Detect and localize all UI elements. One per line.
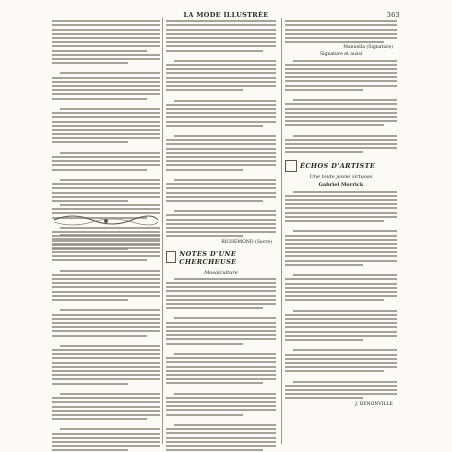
paragraph-gap (52, 422, 160, 426)
text-line (174, 60, 276, 62)
text-line (285, 354, 397, 356)
text-line (285, 260, 397, 262)
text-line (166, 432, 276, 434)
text-line (166, 414, 243, 416)
text-line (166, 366, 276, 368)
text-line (52, 125, 160, 127)
text-line (166, 125, 263, 127)
text-line (293, 60, 397, 62)
text-line (52, 247, 160, 249)
text-line (166, 295, 276, 297)
subtitle-name: Gabriel Merrick (318, 182, 364, 189)
text-line (52, 357, 160, 359)
text-line (52, 133, 160, 135)
text-line (166, 449, 263, 451)
text-line (60, 345, 160, 347)
text-line (285, 247, 397, 249)
text-line (166, 231, 276, 233)
text-line (52, 259, 147, 261)
text-line (293, 99, 397, 101)
text-line (174, 100, 276, 102)
section-heading (166, 247, 276, 268)
text-line (174, 317, 276, 319)
text-line (60, 234, 160, 236)
text-line (52, 93, 160, 95)
text-line (166, 183, 276, 185)
section-subtitle: Une toute jeune virtuose (309, 174, 373, 181)
text-line (60, 108, 160, 110)
text-line (293, 230, 397, 232)
paragraph-gap (166, 54, 276, 58)
text-line (166, 41, 276, 43)
text-line (285, 68, 397, 70)
text-line (285, 37, 397, 39)
text-line (285, 108, 397, 110)
text-line (166, 121, 276, 123)
text-line (285, 124, 384, 126)
paragraph-gap (166, 173, 276, 177)
column-3 (285, 18, 397, 444)
text-line (166, 200, 263, 202)
text-line (52, 251, 160, 253)
text-line (166, 219, 276, 221)
text-line (166, 330, 276, 332)
text-line (52, 370, 160, 372)
text-line (52, 20, 160, 22)
text-line (166, 326, 276, 328)
text-line (166, 370, 276, 372)
paragraph-gap (166, 386, 276, 390)
text-line (60, 309, 160, 311)
text-line (285, 41, 384, 43)
text-line (52, 41, 160, 43)
text-line (285, 393, 397, 395)
text-line (166, 77, 276, 79)
text-line (285, 385, 397, 387)
text-line (293, 191, 397, 193)
text-line (166, 37, 276, 39)
text-line (285, 89, 363, 91)
text-line (166, 307, 263, 309)
paragraph-gap (166, 204, 276, 208)
text-line (166, 374, 276, 376)
paragraph-gap (52, 66, 160, 70)
text-line (52, 278, 160, 280)
text-line (52, 62, 128, 64)
text-line (166, 160, 276, 162)
text-line (52, 314, 160, 316)
article-signature-bottom: J. DENONVILLE (355, 401, 393, 407)
text-line (166, 223, 276, 225)
text-line (166, 64, 276, 66)
text-line (52, 295, 160, 297)
text-line (285, 120, 397, 122)
text-line (52, 397, 160, 399)
text-line (52, 50, 147, 52)
text-line (166, 29, 276, 31)
text-line (285, 85, 397, 87)
text-line (285, 116, 397, 118)
text-line (166, 409, 276, 411)
text-line (52, 187, 160, 189)
text-line (52, 255, 160, 257)
paragraph-gap (285, 268, 397, 272)
text-line (285, 243, 397, 245)
paragraph-gap (52, 146, 160, 150)
text-line (52, 335, 147, 337)
text-line (52, 282, 160, 284)
text-line (60, 393, 160, 395)
text-line (174, 179, 276, 181)
text-line (52, 349, 160, 351)
paragraph-gap (52, 387, 160, 391)
text-line (52, 274, 160, 276)
text-line (60, 152, 160, 154)
text-line (285, 139, 397, 141)
text-line (166, 139, 276, 141)
text-line (52, 156, 160, 158)
text-line (52, 238, 160, 240)
text-line (166, 322, 276, 324)
text-line (52, 433, 160, 435)
text-line (166, 187, 276, 189)
paragraph-gap (285, 375, 397, 379)
text-line (174, 424, 276, 426)
text-line (166, 148, 276, 150)
text-line (166, 116, 276, 118)
text-line (285, 203, 397, 205)
paragraph-gap (52, 102, 160, 106)
text-line (52, 24, 160, 26)
text-line (52, 160, 160, 162)
text-line (52, 318, 160, 320)
text-line (166, 85, 276, 87)
article-signature-top: Manuella (Signature) (343, 45, 393, 51)
text-line (166, 169, 243, 171)
text-line (52, 445, 160, 447)
text-line (285, 216, 397, 218)
text-line (285, 366, 397, 368)
text-line (285, 239, 397, 241)
text-line (293, 135, 397, 137)
text-line (52, 286, 160, 288)
paragraph-gap (285, 304, 397, 308)
text-line (52, 406, 160, 408)
text-line (52, 326, 160, 328)
text-line (285, 29, 397, 31)
text-line (60, 72, 160, 74)
text-line (285, 212, 397, 214)
text-line (166, 112, 276, 114)
text-line (285, 103, 397, 105)
text-line (166, 299, 276, 301)
section-title: NOTES D'UNE CHERCHEUSE (179, 249, 237, 266)
text-line (52, 58, 160, 60)
text-line (52, 362, 160, 364)
text-line (166, 441, 276, 443)
text-line (52, 437, 160, 439)
text-line (285, 339, 363, 341)
text-line (52, 33, 160, 35)
text-line (52, 322, 160, 324)
text-line (52, 45, 160, 47)
text-line (166, 89, 243, 91)
text-line (52, 37, 160, 39)
text-line (52, 449, 128, 451)
text-line (166, 286, 276, 288)
text-line (52, 129, 160, 131)
text-line (52, 378, 160, 380)
text-line (52, 112, 160, 114)
publication-title: LA MODE ILLUSTRÉE (183, 11, 269, 19)
text-line (285, 147, 397, 149)
text-line (52, 116, 160, 118)
text-line (52, 410, 160, 412)
column-divider (162, 18, 163, 444)
text-line (166, 214, 276, 216)
text-line (285, 220, 384, 222)
text-line (285, 76, 397, 78)
text-line (60, 179, 160, 181)
text-line (293, 274, 397, 276)
section-heading (285, 159, 397, 172)
text-line (285, 295, 397, 297)
text-line (285, 64, 397, 66)
text-line (166, 437, 276, 439)
text-line (285, 358, 397, 360)
text-line (285, 370, 384, 372)
text-line (285, 326, 397, 328)
text-line (52, 418, 147, 420)
section-subtitle: Mosaïculture (204, 269, 238, 276)
text-line (285, 33, 397, 35)
text-line (166, 50, 263, 52)
paragraph-gap (166, 311, 276, 315)
text-line (166, 81, 276, 83)
text-line (285, 278, 397, 280)
subheading-top: Signature et aussi (319, 52, 363, 58)
text-line (166, 290, 276, 292)
text-line (285, 335, 397, 337)
text-line (285, 72, 397, 74)
paragraph-gap (166, 129, 276, 133)
text-line (285, 397, 363, 399)
paragraph-gap (285, 93, 397, 97)
text-line (52, 383, 128, 385)
text-line (52, 54, 160, 56)
text-line (285, 389, 397, 391)
article-signature: RICHEMOND (Sacre) (221, 239, 272, 245)
text-line (285, 318, 397, 320)
text-line (285, 283, 397, 285)
text-line (52, 141, 128, 143)
decorative-initial (285, 160, 297, 172)
text-line (52, 98, 147, 100)
text-line (285, 255, 397, 257)
text-line (166, 338, 276, 340)
text-line (52, 414, 160, 416)
paragraph-gap (52, 264, 160, 268)
text-line (174, 135, 276, 137)
text-line (52, 137, 160, 139)
text-line (166, 343, 243, 345)
text-line (52, 89, 160, 91)
text-line (52, 192, 160, 194)
paragraph-gap (52, 303, 160, 307)
text-line (285, 235, 397, 237)
text-line (285, 143, 397, 145)
text-line (60, 204, 160, 206)
paragraph-gap (52, 339, 160, 343)
paragraph-gap (52, 173, 160, 177)
text-line (166, 196, 276, 198)
text-line (166, 20, 276, 22)
text-line (166, 24, 276, 26)
column-2 (166, 18, 276, 444)
text-line (52, 183, 160, 185)
paragraph-gap (285, 224, 397, 228)
text-line (166, 164, 276, 166)
text-line (166, 382, 263, 384)
text-line (52, 441, 160, 443)
text-line (52, 164, 160, 166)
text-line (166, 156, 276, 158)
text-line (285, 195, 397, 197)
page-number: 363 (386, 11, 400, 19)
text-line (285, 322, 397, 324)
text-line (166, 334, 276, 336)
decorative-ornament (52, 212, 160, 228)
text-line (166, 72, 276, 74)
text-line (285, 291, 397, 293)
text-line (52, 291, 160, 293)
text-line (166, 68, 276, 70)
text-line (285, 264, 363, 266)
text-line (166, 104, 276, 106)
text-line (52, 330, 160, 332)
text-line (166, 143, 276, 145)
text-line (166, 445, 276, 447)
paragraph-gap (166, 93, 276, 97)
text-line (166, 428, 276, 430)
text-line (52, 121, 160, 123)
text-line (52, 401, 160, 403)
text-line (166, 152, 276, 154)
text-line (166, 397, 276, 399)
paragraph-gap (285, 129, 397, 133)
text-line (174, 393, 276, 395)
text-line (52, 374, 160, 376)
text-line (285, 299, 384, 301)
text-line (285, 80, 397, 82)
text-line (52, 208, 160, 210)
text-line (293, 310, 397, 312)
section-title: ÉCHOS D'ARTISTE (300, 162, 376, 171)
text-line (166, 108, 276, 110)
text-line (166, 45, 276, 47)
paragraph-gap (285, 343, 397, 347)
text-line (166, 33, 276, 35)
text-line (285, 251, 397, 253)
text-line (285, 24, 397, 26)
text-line (174, 353, 276, 355)
paragraph-gap (166, 347, 276, 351)
text-line (285, 362, 397, 364)
text-line (52, 243, 160, 245)
text-line (293, 381, 397, 383)
paragraph-gap (166, 418, 276, 422)
text-line (166, 357, 276, 359)
text-line (52, 77, 160, 79)
text-line (285, 331, 397, 333)
text-line (285, 20, 397, 22)
text-line (166, 303, 276, 305)
text-line (166, 227, 276, 229)
text-line (285, 207, 397, 209)
text-line (60, 428, 160, 430)
column-1-lower (52, 232, 160, 444)
text-line (293, 349, 397, 351)
text-line (166, 405, 276, 407)
text-line (166, 235, 243, 237)
text-line (166, 401, 276, 403)
text-line (52, 200, 128, 202)
text-line (52, 169, 147, 171)
text-line (52, 366, 160, 368)
text-line (166, 378, 276, 380)
text-line (52, 353, 160, 355)
text-line (166, 282, 276, 284)
text-line (174, 278, 276, 280)
text-line (52, 81, 160, 83)
text-line (166, 361, 276, 363)
text-line (52, 299, 128, 301)
text-line (285, 151, 363, 153)
text-line (285, 314, 397, 316)
text-line (285, 287, 397, 289)
text-line (174, 210, 276, 212)
column-divider (281, 18, 282, 444)
text-line (52, 196, 160, 198)
decorative-initial (166, 251, 176, 263)
text-line (60, 270, 160, 272)
text-line (285, 199, 397, 201)
text-line (52, 85, 160, 87)
text-line (285, 112, 397, 114)
text-line (52, 29, 160, 31)
text-line (166, 192, 276, 194)
